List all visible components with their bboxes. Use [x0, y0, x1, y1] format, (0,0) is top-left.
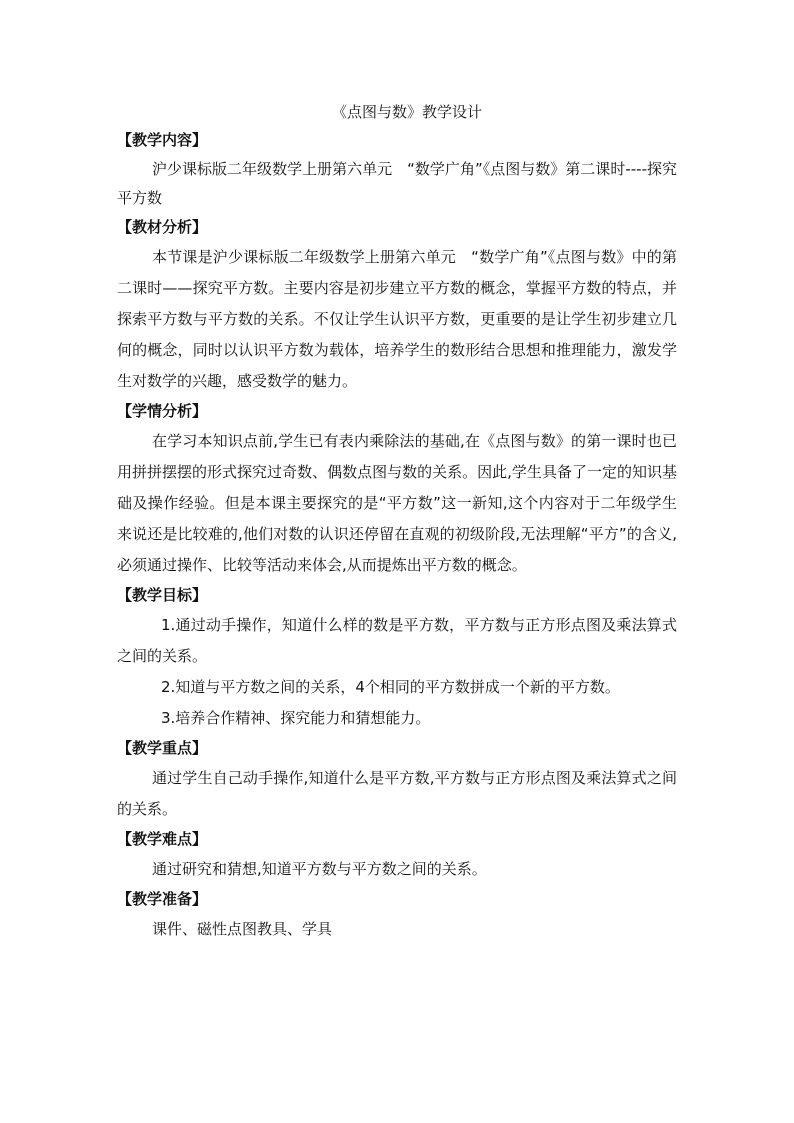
- difficulties-paragraph: 通过研究和猜想,知道平方数与平方数之间的关系。: [152, 860, 487, 878]
- section-heading-key-points: 【教学重点】: [117, 739, 208, 757]
- document-title: 《点图与数》教学设计: [331, 103, 482, 121]
- material-analysis-paragraph: 本节课是沪少课标版二年级数学上册第六单元 “数学广角”《点图与数》中的第二课时——探究平方数。主要内容是初步建立平方数的概念，掌握平方数的特点，并探索平方数与平方数的关系。不仅让学生认识平方数，更重要的是让学生初步建立几何的概念，同时以认识平方数为载体，培养学生的数形结合思想和推理能力，激发学生对数学的兴趣，感受数学的魅力。: [117, 248, 677, 390]
- preparation-paragraph: 课件、磁性点图教具、学具: [152, 920, 333, 938]
- section-heading-content: 【教学内容】: [117, 131, 208, 149]
- student-analysis-paragraph: 在学习本知识点前,学生已有表内乘除法的基础,在《点图与数》的第一课时也已用拼拼摆摆的形式探究过奇数、偶数点图与数的关系。因此,学生具备了一定的知识基础及操作经验。但是本课主要探究的是“平方数”这一新知,这个内容对于二年级学生来说还是比较难的,他们对数的认识还停留在直观的初级阶段,无法理解“平方”的含义,必须通过操作、比较等活动来体会,从而提炼出平方数的概念。: [117, 432, 677, 574]
- goal-item-3: 3.培养合作精神、探究能力和猜想能力。: [161, 709, 431, 727]
- section-heading-preparation: 【教学准备】: [117, 890, 208, 908]
- content-paragraph: 沪少课标版二年级数学上册第六单元 “数学广角”《点图与数》第二课时----探究平方数: [117, 160, 677, 207]
- key-points-paragraph: 通过学生自己动手操作,知道什么是平方数,平方数与正方形点图及乘法算式之间的关系。: [117, 769, 677, 818]
- section-heading-difficulties: 【教学难点】: [117, 830, 208, 848]
- section-heading-student-analysis: 【学情分析】: [117, 402, 208, 420]
- goal-item-2: 2.知道与平方数之间的关系，4个相同的平方数拼成一个新的平方数。: [161, 678, 620, 696]
- section-heading-material-analysis: 【教材分析】: [117, 218, 208, 236]
- section-heading-goals: 【教学目标】: [117, 586, 208, 604]
- goal-item-1: 1.通过动手操作，知道什么样的数是平方数，平方数与正方形点图及乘法算式之间的关系。: [117, 616, 677, 665]
- document-page: [117, 98, 677, 945]
